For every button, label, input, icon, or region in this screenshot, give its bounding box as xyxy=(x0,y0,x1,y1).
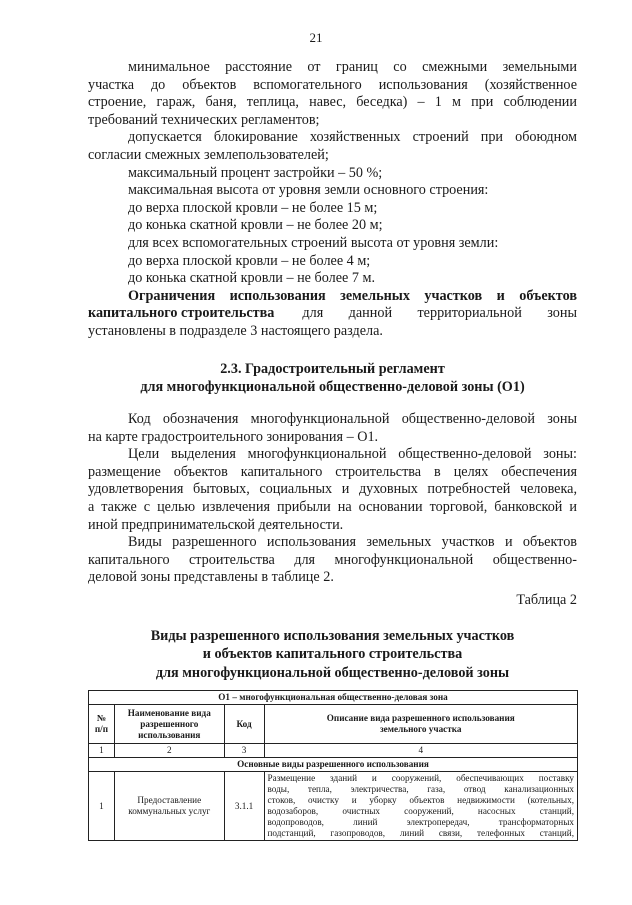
text-line: до конька скатной кровли – не более 7 м. xyxy=(128,270,376,287)
desc-line xyxy=(268,795,575,806)
text-line: деловой зоны представлены в таблице 2. xyxy=(88,569,334,586)
restriction-line xyxy=(88,305,577,323)
row-code-cell: 3.1.1 xyxy=(224,772,264,841)
col-num-header: № п/п xyxy=(89,705,115,744)
text-line-content: а также с целью извлечения прибыли на основании торговой, банковской и xyxy=(88,498,577,515)
desc-line xyxy=(268,784,575,795)
zone-header-cell: О1 – многофункциональная общественно-деловая зона xyxy=(89,691,578,705)
table-label: Таблица 2 xyxy=(516,592,577,608)
table-section-row xyxy=(89,758,578,772)
body-text-zone xyxy=(88,411,577,587)
col-desc-header: Описание вида разрешенного использования земельного участка xyxy=(264,705,578,744)
text-line: до верха плоской кровли – не более 15 м; xyxy=(128,199,378,216)
desc-line xyxy=(268,806,575,817)
text-line-content: Код обозначения многофункциональной общественно-деловой зоны xyxy=(128,411,577,427)
desc-line xyxy=(268,773,575,784)
text-line-content: строение, гараж, баня, теплица, навес, беседка) – 1 м при соблюдении xyxy=(88,94,577,111)
table-index-row xyxy=(89,744,578,758)
text-line xyxy=(88,411,577,429)
text-line: на карте градостроительного зонирования – О1. xyxy=(88,428,379,445)
text-line-content: минимальное расстояние от границ со смежными земельными xyxy=(128,59,577,75)
table-header-row xyxy=(89,705,578,744)
land-use-table xyxy=(88,690,578,841)
restriction-bold: капитального строительства xyxy=(88,305,275,322)
col-name-header: Наименование вида разрешенного использования xyxy=(114,705,224,744)
text-line xyxy=(88,446,577,464)
text-line xyxy=(88,77,577,95)
text-line: максимальная высота от уровня земли основного строения: xyxy=(128,182,489,199)
row-num-cell: 1 xyxy=(89,772,115,841)
text-line-content: допускается блокирование хозяйственных строений при обоюдном xyxy=(128,129,577,146)
body-text-top xyxy=(88,59,577,341)
table-title xyxy=(88,627,577,682)
desc-line-content: подстанций, газопроводов, линий связи, телефонных станций, xyxy=(267,828,574,838)
text-line-content: размещение объектов капитального строительства в целях обеспечения xyxy=(88,463,577,480)
index-cell: 1 xyxy=(89,744,115,758)
text-line: согласии смежных землепользователей; xyxy=(88,146,329,163)
text-line: до конька скатной кровли – не более 20 м; xyxy=(128,217,383,234)
text-line xyxy=(88,552,577,570)
table-title-line2: и объектов капитального строительства xyxy=(202,646,463,663)
desc-line-content: водопроводов, линий электропередач, трансформаторных xyxy=(267,817,574,827)
text-line-content: участка до объектов вспомогательного использования (хозяйственное xyxy=(88,76,577,93)
text-line xyxy=(88,534,577,552)
restriction-rest: для данной территориальной зоны xyxy=(302,305,577,322)
section-heading-line2: для многофункциональной общественно-деловой зоны (О1) xyxy=(140,379,525,396)
table-title-line3: для многофункциональной общественно-деловой зоны xyxy=(155,664,510,681)
row-name-cell: Предоставление коммунальных услуг xyxy=(114,772,224,841)
index-cell: 3 xyxy=(224,744,264,758)
text-line: требований технических регламентов; xyxy=(88,111,320,128)
index-cell: 4 xyxy=(264,744,578,758)
index-cell: 2 xyxy=(114,744,224,758)
page-number: 21 xyxy=(309,30,323,45)
text-line: для всех вспомогательных строений высота от уровня земли: xyxy=(128,234,499,251)
desc-line-content: водозаборов, очистных сооружений, насосных станций, xyxy=(267,806,574,816)
text-line xyxy=(88,59,577,77)
section-main-cell: Основные виды разрешенного использования xyxy=(89,758,578,772)
text-line xyxy=(88,464,577,482)
text-line-content: капитального строительства для многофункциональной общественно- xyxy=(88,551,577,568)
col-code-header: Код xyxy=(224,705,264,744)
desc-line-content: воды, тепла, электричества, газа, отвод канализационных xyxy=(267,784,574,794)
section-heading-line1: 2.3. Градостроительный регламент xyxy=(220,361,445,377)
text-line xyxy=(88,129,577,147)
desc-line xyxy=(268,817,575,828)
text-line xyxy=(88,481,577,499)
restriction-line-content: Ограничения использования земельных участков и объектов xyxy=(128,287,577,304)
desc-line-content: Размещение зданий и сооружений, обеспечивающих поставку xyxy=(267,773,574,783)
row-desc-cell xyxy=(264,772,578,841)
desc-line-content: стоков, очистку и уборку объектов недвижимости (котельных, xyxy=(267,795,574,805)
text-line-content: Цели выделения многофункциональной общественно-деловой зоны: xyxy=(128,446,577,463)
text-line xyxy=(88,94,577,112)
text-line: установлены в подразделе 3 настоящего раздела. xyxy=(88,322,383,339)
table-row xyxy=(89,772,578,841)
table-zone-row xyxy=(89,691,578,705)
restriction-line xyxy=(88,288,577,306)
text-line: до верха плоской кровли – не более 4 м; xyxy=(128,252,371,269)
text-line-content: удовлетворения бытовых, социальных и духовных потребностей человека, xyxy=(88,481,577,498)
section-heading xyxy=(88,360,577,397)
desc-line xyxy=(268,828,575,839)
text-line: максимальный процент застройки – 50 %; xyxy=(128,164,383,181)
text-line: иной предпринимательской деятельности. xyxy=(88,516,344,533)
text-line xyxy=(88,499,577,517)
text-line-content: Виды разрешенного использования земельных участков и объектов xyxy=(128,534,577,551)
table-title-line1: Виды разрешенного использования земельных участков xyxy=(150,628,515,644)
